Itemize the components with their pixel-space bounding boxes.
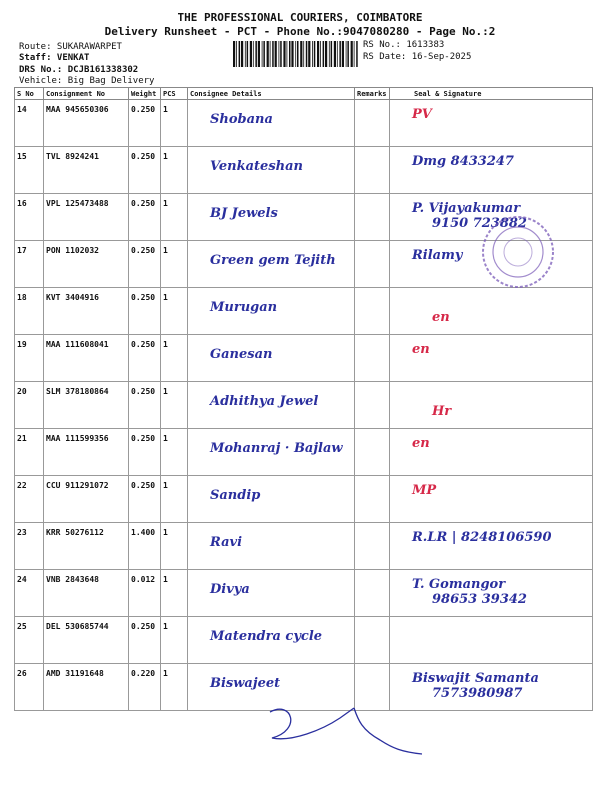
cell-consignee — [188, 523, 355, 570]
staff-label: Staff: VENKAT — [19, 53, 90, 63]
col-consignment: Consignment No — [44, 88, 129, 100]
table-row — [15, 617, 593, 664]
cell-signature — [390, 147, 593, 194]
cell-weight: 0.250 — [129, 194, 161, 241]
cell-consignee — [188, 570, 355, 617]
cell-remarks — [355, 241, 390, 288]
cell-sno: 19 — [15, 335, 44, 382]
cell-weight: 0.250 — [129, 476, 161, 523]
consignee-handwriting: BJ Jewels — [210, 206, 278, 221]
cell-weight: 0.012 — [129, 570, 161, 617]
cell-signature — [390, 570, 593, 617]
cell-pcs: 1 — [161, 335, 188, 382]
col-remarks: Remarks — [355, 88, 390, 100]
cell-pcs: 1 — [161, 194, 188, 241]
col-consignee: Consignee Details — [188, 88, 355, 100]
drs-number: DRS No.: DCJB161338302 — [19, 65, 139, 75]
cell-weight: 0.250 — [129, 147, 161, 194]
consignee-handwriting: Adhithya Jewel — [210, 394, 319, 409]
cell-signature — [390, 617, 593, 664]
cell-signature — [390, 476, 593, 523]
cell-remarks — [355, 100, 390, 147]
cell-consignee — [188, 617, 355, 664]
consignee-handwriting: Green gem Tejith — [210, 253, 336, 268]
signature-text-2: 98653 39342 — [432, 592, 527, 607]
cell-consignment: DEL 530685744 — [44, 617, 129, 664]
table-row — [15, 570, 593, 617]
cell-consignee — [188, 288, 355, 335]
col-weight: Weight — [129, 88, 161, 100]
consignee-handwriting: Venkateshan — [210, 159, 303, 174]
cell-pcs: 1 — [161, 288, 188, 335]
cell-consignee — [188, 194, 355, 241]
table-row — [15, 100, 593, 147]
table-row — [15, 523, 593, 570]
cell-consignment: SLM 378180864 — [44, 382, 129, 429]
cell-remarks — [355, 617, 390, 664]
cell-remarks — [355, 382, 390, 429]
consignee-handwriting: Murugan — [210, 300, 278, 315]
cell-consignment: VNB 2843648 — [44, 570, 129, 617]
signature-text: T. Gomangor — [412, 577, 506, 592]
table-row — [15, 147, 593, 194]
cell-sno: 20 — [15, 382, 44, 429]
cell-sno: 25 — [15, 617, 44, 664]
consignee-handwriting: Shobana — [210, 112, 273, 127]
cell-consignment: VPL 125473488 — [44, 194, 129, 241]
cell-pcs: 1 — [161, 241, 188, 288]
signature-text: R.LR | 8248106590 — [412, 530, 552, 545]
cell-weight: 0.250 — [129, 288, 161, 335]
signature-text: PV — [412, 107, 432, 122]
consignee-handwriting: Ravi — [210, 535, 243, 550]
table-row — [15, 382, 593, 429]
cell-sno: 26 — [15, 664, 44, 711]
cell-sno: 24 — [15, 570, 44, 617]
cell-consignment: MAA 945650306 — [44, 100, 129, 147]
signature-text: en — [412, 342, 430, 357]
vehicle-label: Vehicle: Big Bag Delivery — [19, 76, 155, 86]
cell-signature — [390, 429, 593, 476]
cell-weight: 0.250 — [129, 382, 161, 429]
cell-consignment: MAA 111608041 — [44, 335, 129, 382]
cell-pcs: 1 — [161, 617, 188, 664]
cell-weight: 0.250 — [129, 241, 161, 288]
cell-weight: 0.250 — [129, 100, 161, 147]
cell-pcs: 1 — [161, 523, 188, 570]
cell-consignee — [188, 147, 355, 194]
consignee-handwriting: Ganesan — [210, 347, 273, 362]
cell-consignment: KRR 50276112 — [44, 523, 129, 570]
cell-pcs: 1 — [161, 476, 188, 523]
cell-remarks — [355, 429, 390, 476]
cell-signature — [390, 288, 593, 335]
cell-sno: 17 — [15, 241, 44, 288]
table-row — [15, 335, 593, 382]
signature-text: Dmg 8433247 — [412, 154, 514, 169]
cell-pcs: 1 — [161, 664, 188, 711]
route-label: Route: SUKARAWARPET — [19, 42, 122, 52]
cell-weight: 0.250 — [129, 429, 161, 476]
cell-remarks — [355, 570, 390, 617]
table-row — [15, 429, 593, 476]
signature-text: MP — [412, 483, 437, 498]
runsheet-table — [14, 87, 593, 711]
cell-pcs: 1 — [161, 100, 188, 147]
col-sno: S No — [15, 88, 44, 100]
cell-remarks — [355, 147, 390, 194]
signature-text: P. Vijayakumar — [412, 201, 521, 216]
table-row — [15, 288, 593, 335]
cell-pcs: 1 — [161, 570, 188, 617]
table-header — [15, 88, 593, 100]
cell-sno: 14 — [15, 100, 44, 147]
cell-consignee — [188, 241, 355, 288]
cell-pcs: 1 — [161, 147, 188, 194]
cell-weight: 0.250 — [129, 617, 161, 664]
consignee-handwriting: Biswajeet — [210, 676, 281, 691]
cell-sno: 21 — [15, 429, 44, 476]
signature-text-2: Hr — [432, 404, 452, 419]
cell-consignee — [188, 382, 355, 429]
signature-text-2: en — [432, 310, 450, 325]
signature-text-2: 7573980987 — [432, 686, 523, 701]
table-row — [15, 476, 593, 523]
cell-consignment: PON 1102032 — [44, 241, 129, 288]
cell-remarks — [355, 335, 390, 382]
cell-signature — [390, 382, 593, 429]
col-pcs: PCS — [161, 88, 188, 100]
cell-consignee — [188, 335, 355, 382]
cell-sno: 18 — [15, 288, 44, 335]
seal-stamp — [480, 214, 556, 290]
cell-consignment: MAA 111599356 — [44, 429, 129, 476]
company-name: THE PROFESSIONAL COURIERS, COIMBATORE — [177, 11, 423, 24]
barcode — [233, 41, 359, 67]
cell-signature — [390, 523, 593, 570]
signature-text: en — [412, 436, 430, 451]
cell-consignment: AMD 31191648 — [44, 664, 129, 711]
cell-sno: 15 — [15, 147, 44, 194]
consignee-handwriting: Mohanraj · Bajlaw — [210, 441, 343, 456]
cell-sno: 23 — [15, 523, 44, 570]
cell-consignee — [188, 100, 355, 147]
cell-weight: 1.400 — [129, 523, 161, 570]
signature-text-2: 9150 723882 — [432, 216, 527, 231]
rs-date: RS Date: 16-Sep-2025 — [363, 52, 472, 62]
cell-consignment: KVT 3404916 — [44, 288, 129, 335]
runsheet-title: Delivery Runsheet - PCT - Phone No.:9047080280 - Page No.:2 — [104, 25, 496, 38]
cell-remarks — [355, 288, 390, 335]
cell-pcs: 1 — [161, 382, 188, 429]
signature-text: Biswajit Samanta — [412, 671, 539, 686]
cell-consignee — [188, 476, 355, 523]
signature-text: Rilamy — [412, 248, 463, 263]
cell-remarks — [355, 194, 390, 241]
cell-consignment: CCU 911291072 — [44, 476, 129, 523]
cell-consignee — [188, 429, 355, 476]
consignee-handwriting: Sandip — [210, 488, 261, 503]
cell-signature — [390, 100, 593, 147]
cell-sno: 22 — [15, 476, 44, 523]
cell-pcs: 1 — [161, 429, 188, 476]
rs-number: RS No.: 1613383 — [363, 40, 445, 50]
cell-remarks — [355, 523, 390, 570]
footer-signature-scribble — [262, 690, 432, 760]
cell-weight: 0.250 — [129, 335, 161, 382]
consignee-handwriting: Matendra cycle — [210, 629, 323, 644]
cell-signature — [390, 335, 593, 382]
consignee-handwriting: Divya — [210, 582, 250, 597]
cell-remarks — [355, 476, 390, 523]
cell-consignment: TVL 8924241 — [44, 147, 129, 194]
cell-weight: 0.220 — [129, 664, 161, 711]
cell-sno: 16 — [15, 194, 44, 241]
col-signature: Seal & Signature — [390, 88, 593, 100]
